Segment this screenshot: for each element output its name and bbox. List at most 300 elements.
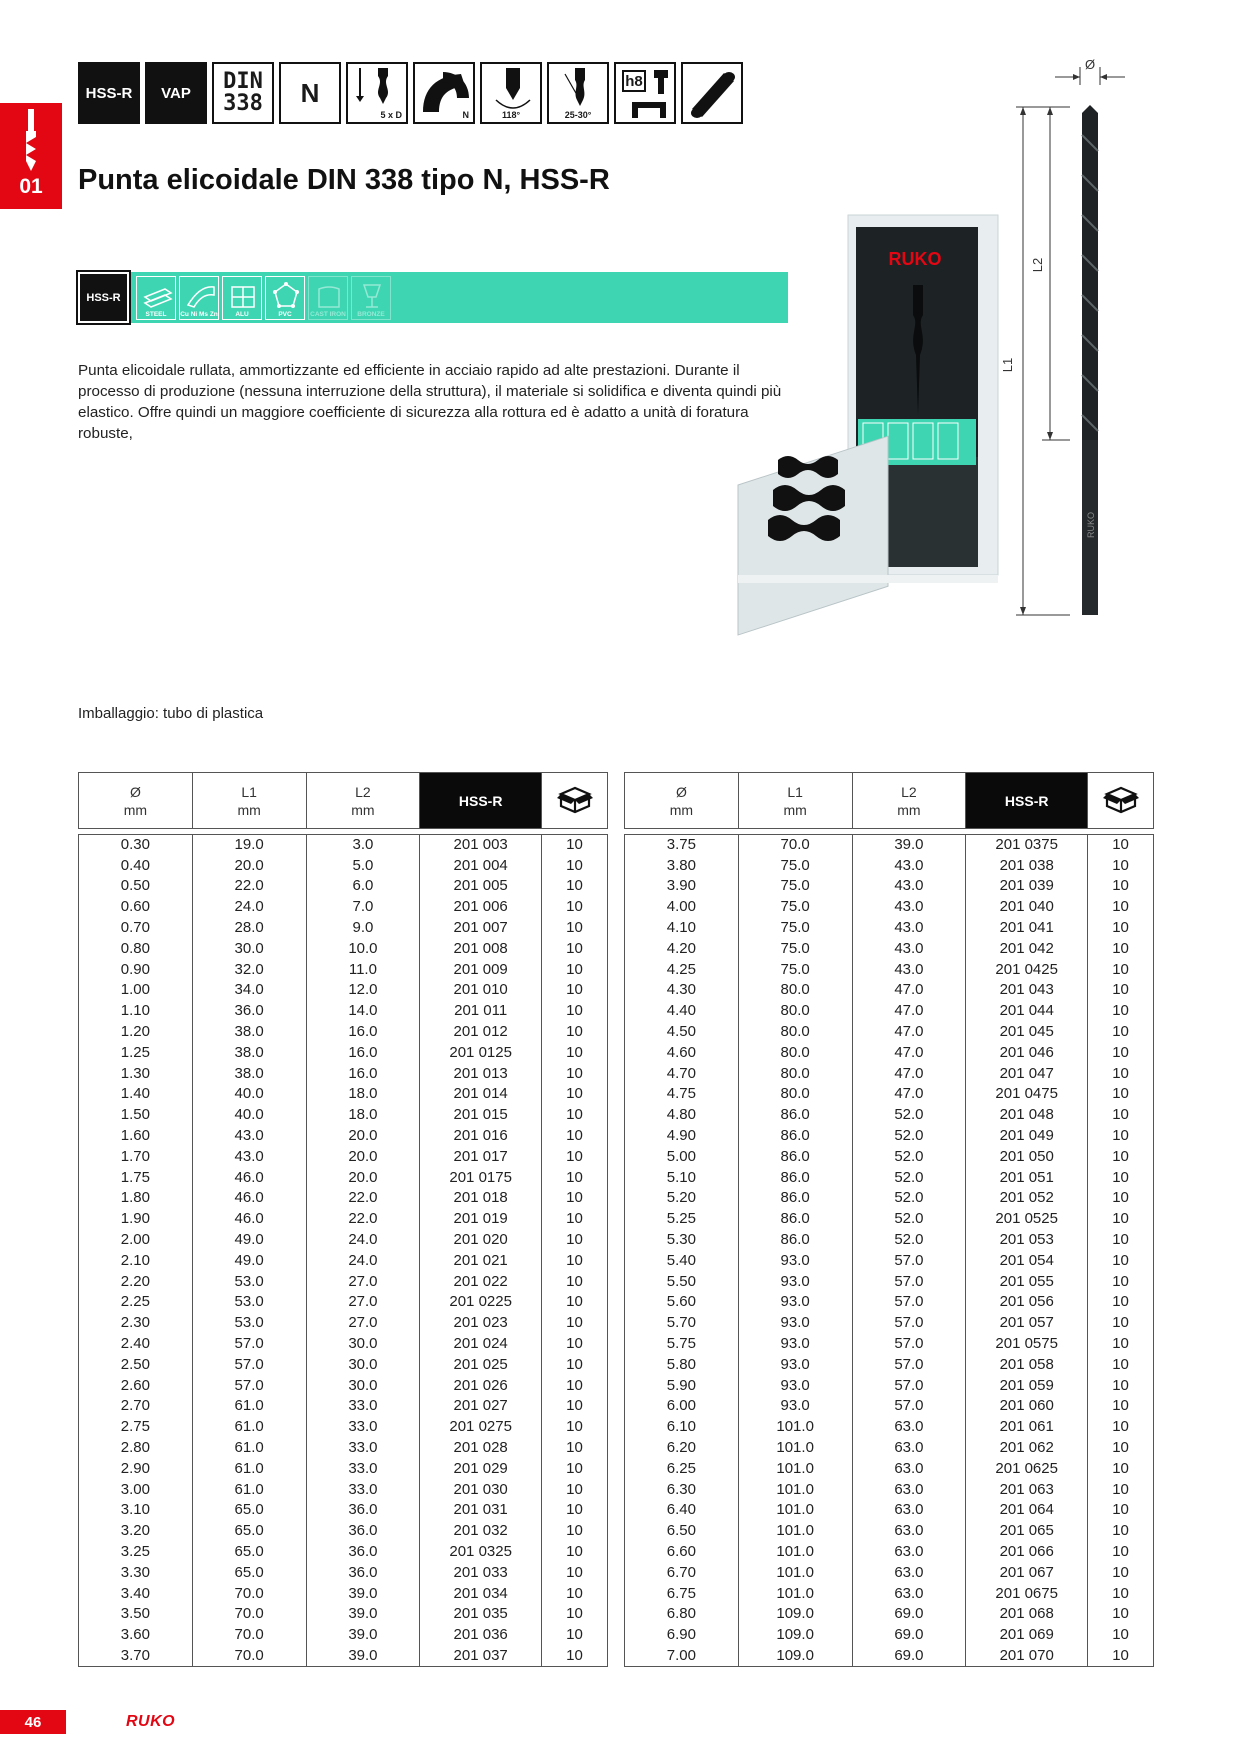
cell-l2: 52.0	[852, 1230, 966, 1251]
table-row	[79, 1271, 608, 1292]
cell-pack-qty: 10	[1088, 1354, 1154, 1375]
table-row	[79, 1313, 608, 1334]
table-row	[79, 835, 608, 856]
cell-diameter: 2.25	[79, 1292, 193, 1313]
cell-article: 201 049	[966, 1126, 1088, 1147]
cell-l1: 61.0	[192, 1479, 306, 1500]
cell-pack-qty: 10	[542, 897, 608, 918]
type-n-badge	[279, 62, 341, 124]
cell-l2: 36.0	[306, 1542, 420, 1563]
material-label: PVC	[278, 310, 292, 318]
feature-icon-strip	[78, 62, 743, 124]
cell-article: 201 027	[420, 1396, 542, 1417]
cell-article: 201 037	[420, 1646, 542, 1667]
cell-l2: 52.0	[852, 1105, 966, 1126]
cell-l1: 93.0	[738, 1292, 852, 1313]
cell-l2: 63.0	[852, 1479, 966, 1500]
cell-pack-qty: 10	[1088, 1022, 1154, 1043]
din-number: 338	[223, 91, 263, 116]
flute-type-label: N	[462, 110, 469, 120]
cell-article: 201 033	[420, 1562, 542, 1583]
cell-l1: 86.0	[738, 1167, 852, 1188]
table-row	[625, 1146, 1154, 1167]
material-label: STEEL	[145, 310, 167, 318]
material-label: Cu Ni Ms Zn	[180, 310, 218, 318]
cell-pack-qty: 10	[1088, 1313, 1154, 1334]
cell-pack-qty: 10	[1088, 1375, 1154, 1396]
cell-l2: 63.0	[852, 1542, 966, 1563]
material-icons	[136, 276, 391, 320]
material-cu-ni-ms-zn	[179, 276, 219, 320]
cell-l2: 57.0	[852, 1396, 966, 1417]
cell-l1: 86.0	[738, 1209, 852, 1230]
cell-l1: 93.0	[738, 1375, 852, 1396]
cell-article: 201 055	[966, 1271, 1088, 1292]
table-row	[79, 1126, 608, 1147]
cell-l2: 57.0	[852, 1250, 966, 1271]
cell-diameter: 4.90	[625, 1126, 739, 1147]
cell-pack-qty: 10	[542, 1063, 608, 1084]
cell-article: 201 045	[966, 1022, 1088, 1043]
cell-article: 201 018	[420, 1188, 542, 1209]
cell-diameter: 2.50	[79, 1354, 193, 1375]
cell-article: 201 070	[966, 1646, 1088, 1667]
cell-pack-qty: 10	[542, 1396, 608, 1417]
col-pack	[1088, 773, 1154, 829]
cell-l2: 20.0	[306, 1126, 420, 1147]
table-row	[79, 1167, 608, 1188]
cell-pack-qty: 10	[1088, 1479, 1154, 1500]
cell-pack-qty: 10	[1088, 1084, 1154, 1105]
cell-l2: 16.0	[306, 1063, 420, 1084]
cell-pack-qty: 10	[542, 855, 608, 876]
table-row	[79, 1188, 608, 1209]
cell-l2: 10.0	[306, 938, 420, 959]
cell-diameter: 3.70	[79, 1646, 193, 1667]
cell-l2: 43.0	[852, 897, 966, 918]
cell-article: 201 0225	[420, 1292, 542, 1313]
cell-diameter: 6.70	[625, 1562, 739, 1583]
cell-article: 201 0375	[966, 835, 1088, 856]
cell-article: 201 065	[966, 1521, 1088, 1542]
cell-l1: 101.0	[738, 1438, 852, 1459]
vap-badge: VAP	[145, 62, 207, 124]
cell-diameter: 3.75	[625, 835, 739, 856]
cell-diameter: 2.90	[79, 1458, 193, 1479]
sizes-table-left	[78, 772, 608, 1667]
cell-pack-qty: 10	[542, 1209, 608, 1230]
cell-diameter: 3.20	[79, 1521, 193, 1542]
cell-l1: 57.0	[192, 1375, 306, 1396]
cell-l1: 70.0	[738, 835, 852, 856]
cell-diameter: 4.25	[625, 959, 739, 980]
cell-pack-qty: 10	[1088, 835, 1154, 856]
cell-l1: 53.0	[192, 1292, 306, 1313]
table-row	[625, 938, 1154, 959]
cell-pack-qty: 10	[542, 1126, 608, 1147]
cell-pack-qty: 10	[542, 1438, 608, 1459]
cell-l2: 47.0	[852, 1084, 966, 1105]
table-row	[79, 1625, 608, 1646]
cell-diameter: 1.30	[79, 1063, 193, 1084]
cell-diameter: 2.10	[79, 1250, 193, 1271]
product-description: Punta elicoidale rullata, ammortizzante ed efficiente in acciaio rapido ad alte prestazioni. Durante il processo di produzione (nessuna interruzione della struttura), il materiale si solidifica e diventa quindi più elastico. Offre quindi un maggiore coefficiente di sicurezza alla rottura ed è adatto a unità di foratura robuste,	[78, 362, 782, 442]
cell-pack-qty: 10	[542, 1188, 608, 1209]
cell-pack-qty: 10	[542, 1375, 608, 1396]
cell-article: 201 003	[420, 835, 542, 856]
material-cast-iron	[308, 276, 348, 320]
table-row	[625, 1313, 1154, 1334]
cell-article: 201 0325	[420, 1542, 542, 1563]
cell-l1: 43.0	[192, 1146, 306, 1167]
cell-l2: 63.0	[852, 1500, 966, 1521]
cell-l1: 101.0	[738, 1417, 852, 1438]
material-alu	[222, 276, 262, 320]
table-row	[79, 1542, 608, 1563]
cell-l1: 28.0	[192, 918, 306, 939]
cell-diameter: 4.20	[625, 938, 739, 959]
cell-l1: 101.0	[738, 1458, 852, 1479]
cell-l2: 57.0	[852, 1271, 966, 1292]
cell-l2: 30.0	[306, 1375, 420, 1396]
cell-l2: 18.0	[306, 1105, 420, 1126]
material-label: ALU	[235, 310, 249, 318]
cell-l1: 80.0	[738, 1063, 852, 1084]
table-row	[625, 959, 1154, 980]
material-hss-badge: HSS-R	[78, 272, 129, 323]
cell-pack-qty: 10	[1088, 876, 1154, 897]
table-row	[625, 918, 1154, 939]
cell-l2: 47.0	[852, 1022, 966, 1043]
cell-l2: 63.0	[852, 1521, 966, 1542]
cell-l2: 7.0	[306, 897, 420, 918]
cell-article: 201 061	[966, 1417, 1088, 1438]
cell-diameter: 2.00	[79, 1230, 193, 1251]
cell-l1: 86.0	[738, 1126, 852, 1147]
cell-article: 201 026	[420, 1375, 542, 1396]
table-row	[79, 1396, 608, 1417]
cell-pack-qty: 10	[1088, 1230, 1154, 1251]
cell-article: 201 035	[420, 1604, 542, 1625]
cell-l2: 33.0	[306, 1458, 420, 1479]
table-row	[625, 1625, 1154, 1646]
table-row	[625, 876, 1154, 897]
table-row	[625, 1230, 1154, 1251]
table-row	[625, 835, 1154, 856]
cell-pack-qty: 10	[542, 918, 608, 939]
cell-l1: 22.0	[192, 876, 306, 897]
tolerance-icon	[614, 62, 676, 124]
table-row	[625, 1458, 1154, 1479]
cell-l1: 101.0	[738, 1562, 852, 1583]
cell-diameter: 3.25	[79, 1542, 193, 1563]
cell-diameter: 1.00	[79, 980, 193, 1001]
cell-pack-qty: 10	[542, 1042, 608, 1063]
cell-l1: 70.0	[192, 1583, 306, 1604]
cell-diameter: 0.90	[79, 959, 193, 980]
cell-pack-qty: 10	[542, 1354, 608, 1375]
col-l2: L2 mm	[852, 773, 966, 829]
table-row	[625, 1562, 1154, 1583]
cell-article: 201 031	[420, 1500, 542, 1521]
cell-article: 201 048	[966, 1105, 1088, 1126]
cell-l1: 61.0	[192, 1396, 306, 1417]
table-row	[79, 1438, 608, 1459]
cell-article: 201 004	[420, 855, 542, 876]
cell-diameter: 4.00	[625, 897, 739, 918]
cell-l2: 36.0	[306, 1562, 420, 1583]
hss-r-badge: HSS-R	[78, 62, 140, 124]
table-row	[625, 1583, 1154, 1604]
cell-diameter: 6.40	[625, 1500, 739, 1521]
cell-l1: 86.0	[738, 1230, 852, 1251]
cell-l2: 47.0	[852, 1042, 966, 1063]
cell-diameter: 4.50	[625, 1022, 739, 1043]
page-title: Punta elicoidale DIN 338 tipo N, HSS-R	[78, 164, 610, 196]
cell-l2: 27.0	[306, 1292, 420, 1313]
table-row	[79, 1354, 608, 1375]
cell-l2: 30.0	[306, 1334, 420, 1355]
point-angle-icon	[480, 62, 542, 124]
cell-l2: 69.0	[852, 1625, 966, 1646]
table-row	[79, 1417, 608, 1438]
cell-pack-qty: 10	[542, 1313, 608, 1334]
table-header	[625, 773, 1154, 829]
cell-diameter: 3.40	[79, 1583, 193, 1604]
table-row	[625, 1417, 1154, 1438]
cell-article: 201 043	[966, 980, 1088, 1001]
cell-diameter: 6.80	[625, 1604, 739, 1625]
bronze-icon	[358, 281, 386, 309]
cell-l2: 47.0	[852, 1001, 966, 1022]
cell-diameter: 1.20	[79, 1022, 193, 1043]
cell-pack-qty: 10	[542, 938, 608, 959]
material-pvc	[265, 276, 305, 320]
table-row	[625, 1646, 1154, 1667]
table-row	[79, 1521, 608, 1542]
cell-pack-qty: 10	[1088, 1646, 1154, 1667]
cell-diameter: 1.50	[79, 1105, 193, 1126]
cell-pack-qty: 10	[542, 1334, 608, 1355]
cell-l2: 11.0	[306, 959, 420, 980]
cell-l1: 24.0	[192, 897, 306, 918]
cell-l1: 57.0	[192, 1334, 306, 1355]
helix-angle-label: 25-30°	[564, 110, 592, 120]
table-row	[79, 959, 608, 980]
cell-l2: 27.0	[306, 1271, 420, 1292]
cell-article: 201 0175	[420, 1167, 542, 1188]
col-pack	[542, 773, 608, 829]
cell-diameter: 4.75	[625, 1084, 739, 1105]
table-row	[79, 1604, 608, 1625]
cell-l1: 93.0	[738, 1313, 852, 1334]
cell-article: 201 029	[420, 1458, 542, 1479]
cell-l2: 57.0	[852, 1313, 966, 1334]
alu-icon	[229, 281, 257, 309]
cell-pack-qty: 10	[542, 1479, 608, 1500]
table-row	[625, 1001, 1154, 1022]
table-row	[625, 1396, 1154, 1417]
tolerance-label: h8	[622, 70, 646, 92]
cell-l2: 57.0	[852, 1375, 966, 1396]
table-row	[625, 1042, 1154, 1063]
cell-diameter: 2.60	[79, 1375, 193, 1396]
col-hss-r: HSS-R	[420, 773, 542, 829]
cell-article: 201 015	[420, 1105, 542, 1126]
cell-article: 201 022	[420, 1271, 542, 1292]
table-row	[79, 876, 608, 897]
cell-article: 201 056	[966, 1292, 1088, 1313]
box-icon	[557, 784, 593, 814]
cell-l2: 18.0	[306, 1084, 420, 1105]
table-row	[79, 1334, 608, 1355]
cell-diameter: 5.50	[625, 1271, 739, 1292]
cell-l2: 52.0	[852, 1188, 966, 1209]
table-row	[79, 980, 608, 1001]
cell-l2: 63.0	[852, 1417, 966, 1438]
cell-l1: 53.0	[192, 1271, 306, 1292]
cell-article: 201 047	[966, 1063, 1088, 1084]
cell-pack-qty: 10	[1088, 1105, 1154, 1126]
cell-article: 201 068	[966, 1604, 1088, 1625]
table-row	[625, 1354, 1154, 1375]
cell-l1: 75.0	[738, 959, 852, 980]
page-number: 46	[0, 1710, 66, 1734]
cell-pack-qty: 10	[1088, 1417, 1154, 1438]
cell-l2: 69.0	[852, 1646, 966, 1667]
table-row	[79, 1562, 608, 1583]
cell-diameter: 3.50	[79, 1604, 193, 1625]
cell-diameter: 7.00	[625, 1646, 739, 1667]
cell-l1: 32.0	[192, 959, 306, 980]
col-l1: L1 mm	[192, 773, 306, 829]
chapter-tab	[0, 103, 62, 209]
cell-article: 201 036	[420, 1625, 542, 1646]
cell-l1: 70.0	[192, 1646, 306, 1667]
cell-l2: 63.0	[852, 1458, 966, 1479]
cell-l1: 93.0	[738, 1354, 852, 1375]
table-row	[79, 1292, 608, 1313]
footer-brand-logo: RUKO	[126, 1713, 176, 1730]
table-row	[79, 1105, 608, 1126]
cell-l1: 20.0	[192, 855, 306, 876]
cell-l1: 109.0	[738, 1646, 852, 1667]
drill-depth-icon	[346, 62, 408, 124]
depth-label: 5 x D	[380, 110, 402, 120]
cell-l1: 40.0	[192, 1105, 306, 1126]
cell-article: 201 051	[966, 1167, 1088, 1188]
material-steel	[136, 276, 176, 320]
cell-l1: 101.0	[738, 1542, 852, 1563]
table-row	[625, 1126, 1154, 1147]
cell-diameter: 0.30	[79, 835, 193, 856]
cell-l2: 57.0	[852, 1354, 966, 1375]
table-row	[79, 1583, 608, 1604]
cell-pack-qty: 10	[542, 980, 608, 1001]
cell-article: 201 042	[966, 938, 1088, 959]
cell-l2: 20.0	[306, 1167, 420, 1188]
cell-l1: 80.0	[738, 1084, 852, 1105]
cell-article: 201 062	[966, 1438, 1088, 1459]
flute-type-icon	[413, 62, 475, 124]
cell-l2: 69.0	[852, 1604, 966, 1625]
cell-diameter: 2.40	[79, 1334, 193, 1355]
cell-diameter: 5.00	[625, 1146, 739, 1167]
drill-icon	[22, 109, 40, 171]
table-row	[79, 918, 608, 939]
cell-pack-qty: 10	[1088, 1292, 1154, 1313]
col-l2: L2 mm	[306, 773, 420, 829]
cell-article: 201 0525	[966, 1209, 1088, 1230]
cell-l2: 24.0	[306, 1230, 420, 1251]
cell-article: 201 038	[966, 855, 1088, 876]
cell-pack-qty: 10	[542, 1022, 608, 1043]
cell-pack-qty: 10	[1088, 1562, 1154, 1583]
cell-l1: 46.0	[192, 1167, 306, 1188]
cell-diameter: 4.60	[625, 1042, 739, 1063]
table-row	[625, 1438, 1154, 1459]
material-band	[78, 272, 788, 323]
cell-l2: 39.0	[306, 1583, 420, 1604]
cell-article: 201 0475	[966, 1084, 1088, 1105]
cell-l2: 52.0	[852, 1167, 966, 1188]
cell-diameter: 6.25	[625, 1458, 739, 1479]
cell-pack-qty: 10	[1088, 980, 1154, 1001]
cell-pack-qty: 10	[1088, 1146, 1154, 1167]
cell-article: 201 054	[966, 1250, 1088, 1271]
cell-article: 201 058	[966, 1354, 1088, 1375]
cell-pack-qty: 10	[542, 1521, 608, 1542]
cell-pack-qty: 10	[542, 1084, 608, 1105]
cell-l1: 93.0	[738, 1396, 852, 1417]
cell-pack-qty: 10	[542, 1250, 608, 1271]
cell-l1: 61.0	[192, 1438, 306, 1459]
cell-pack-qty: 10	[1088, 1438, 1154, 1459]
cell-article: 201 050	[966, 1146, 1088, 1167]
cell-l1: 80.0	[738, 1022, 852, 1043]
dim-l2: L2	[1030, 257, 1045, 273]
cell-diameter: 5.60	[625, 1292, 739, 1313]
drill-brand: RUKO	[1086, 511, 1096, 539]
cell-l2: 43.0	[852, 959, 966, 980]
cell-diameter: 5.30	[625, 1230, 739, 1251]
cell-pack-qty: 10	[1088, 1583, 1154, 1604]
cell-diameter: 4.40	[625, 1001, 739, 1022]
table-row	[625, 1500, 1154, 1521]
cell-diameter: 1.40	[79, 1084, 193, 1105]
cell-l2: 27.0	[306, 1313, 420, 1334]
cell-diameter: 6.50	[625, 1521, 739, 1542]
cell-article: 201 012	[420, 1022, 542, 1043]
cell-article: 201 0575	[966, 1334, 1088, 1355]
cell-article: 201 053	[966, 1230, 1088, 1251]
cell-l2: 52.0	[852, 1126, 966, 1147]
cell-article: 201 008	[420, 938, 542, 959]
cell-pack-qty: 10	[1088, 1604, 1154, 1625]
table-row	[79, 1458, 608, 1479]
table-row	[625, 1479, 1154, 1500]
table-row	[79, 1646, 608, 1667]
cell-article: 201 064	[966, 1500, 1088, 1521]
table-row	[79, 1022, 608, 1043]
table-row	[625, 1271, 1154, 1292]
table-row	[625, 1063, 1154, 1084]
cell-l1: 109.0	[738, 1625, 852, 1646]
nonferrous-icon	[186, 281, 214, 309]
cell-l2: 57.0	[852, 1334, 966, 1355]
cell-l2: 22.0	[306, 1209, 420, 1230]
cell-diameter: 0.80	[79, 938, 193, 959]
